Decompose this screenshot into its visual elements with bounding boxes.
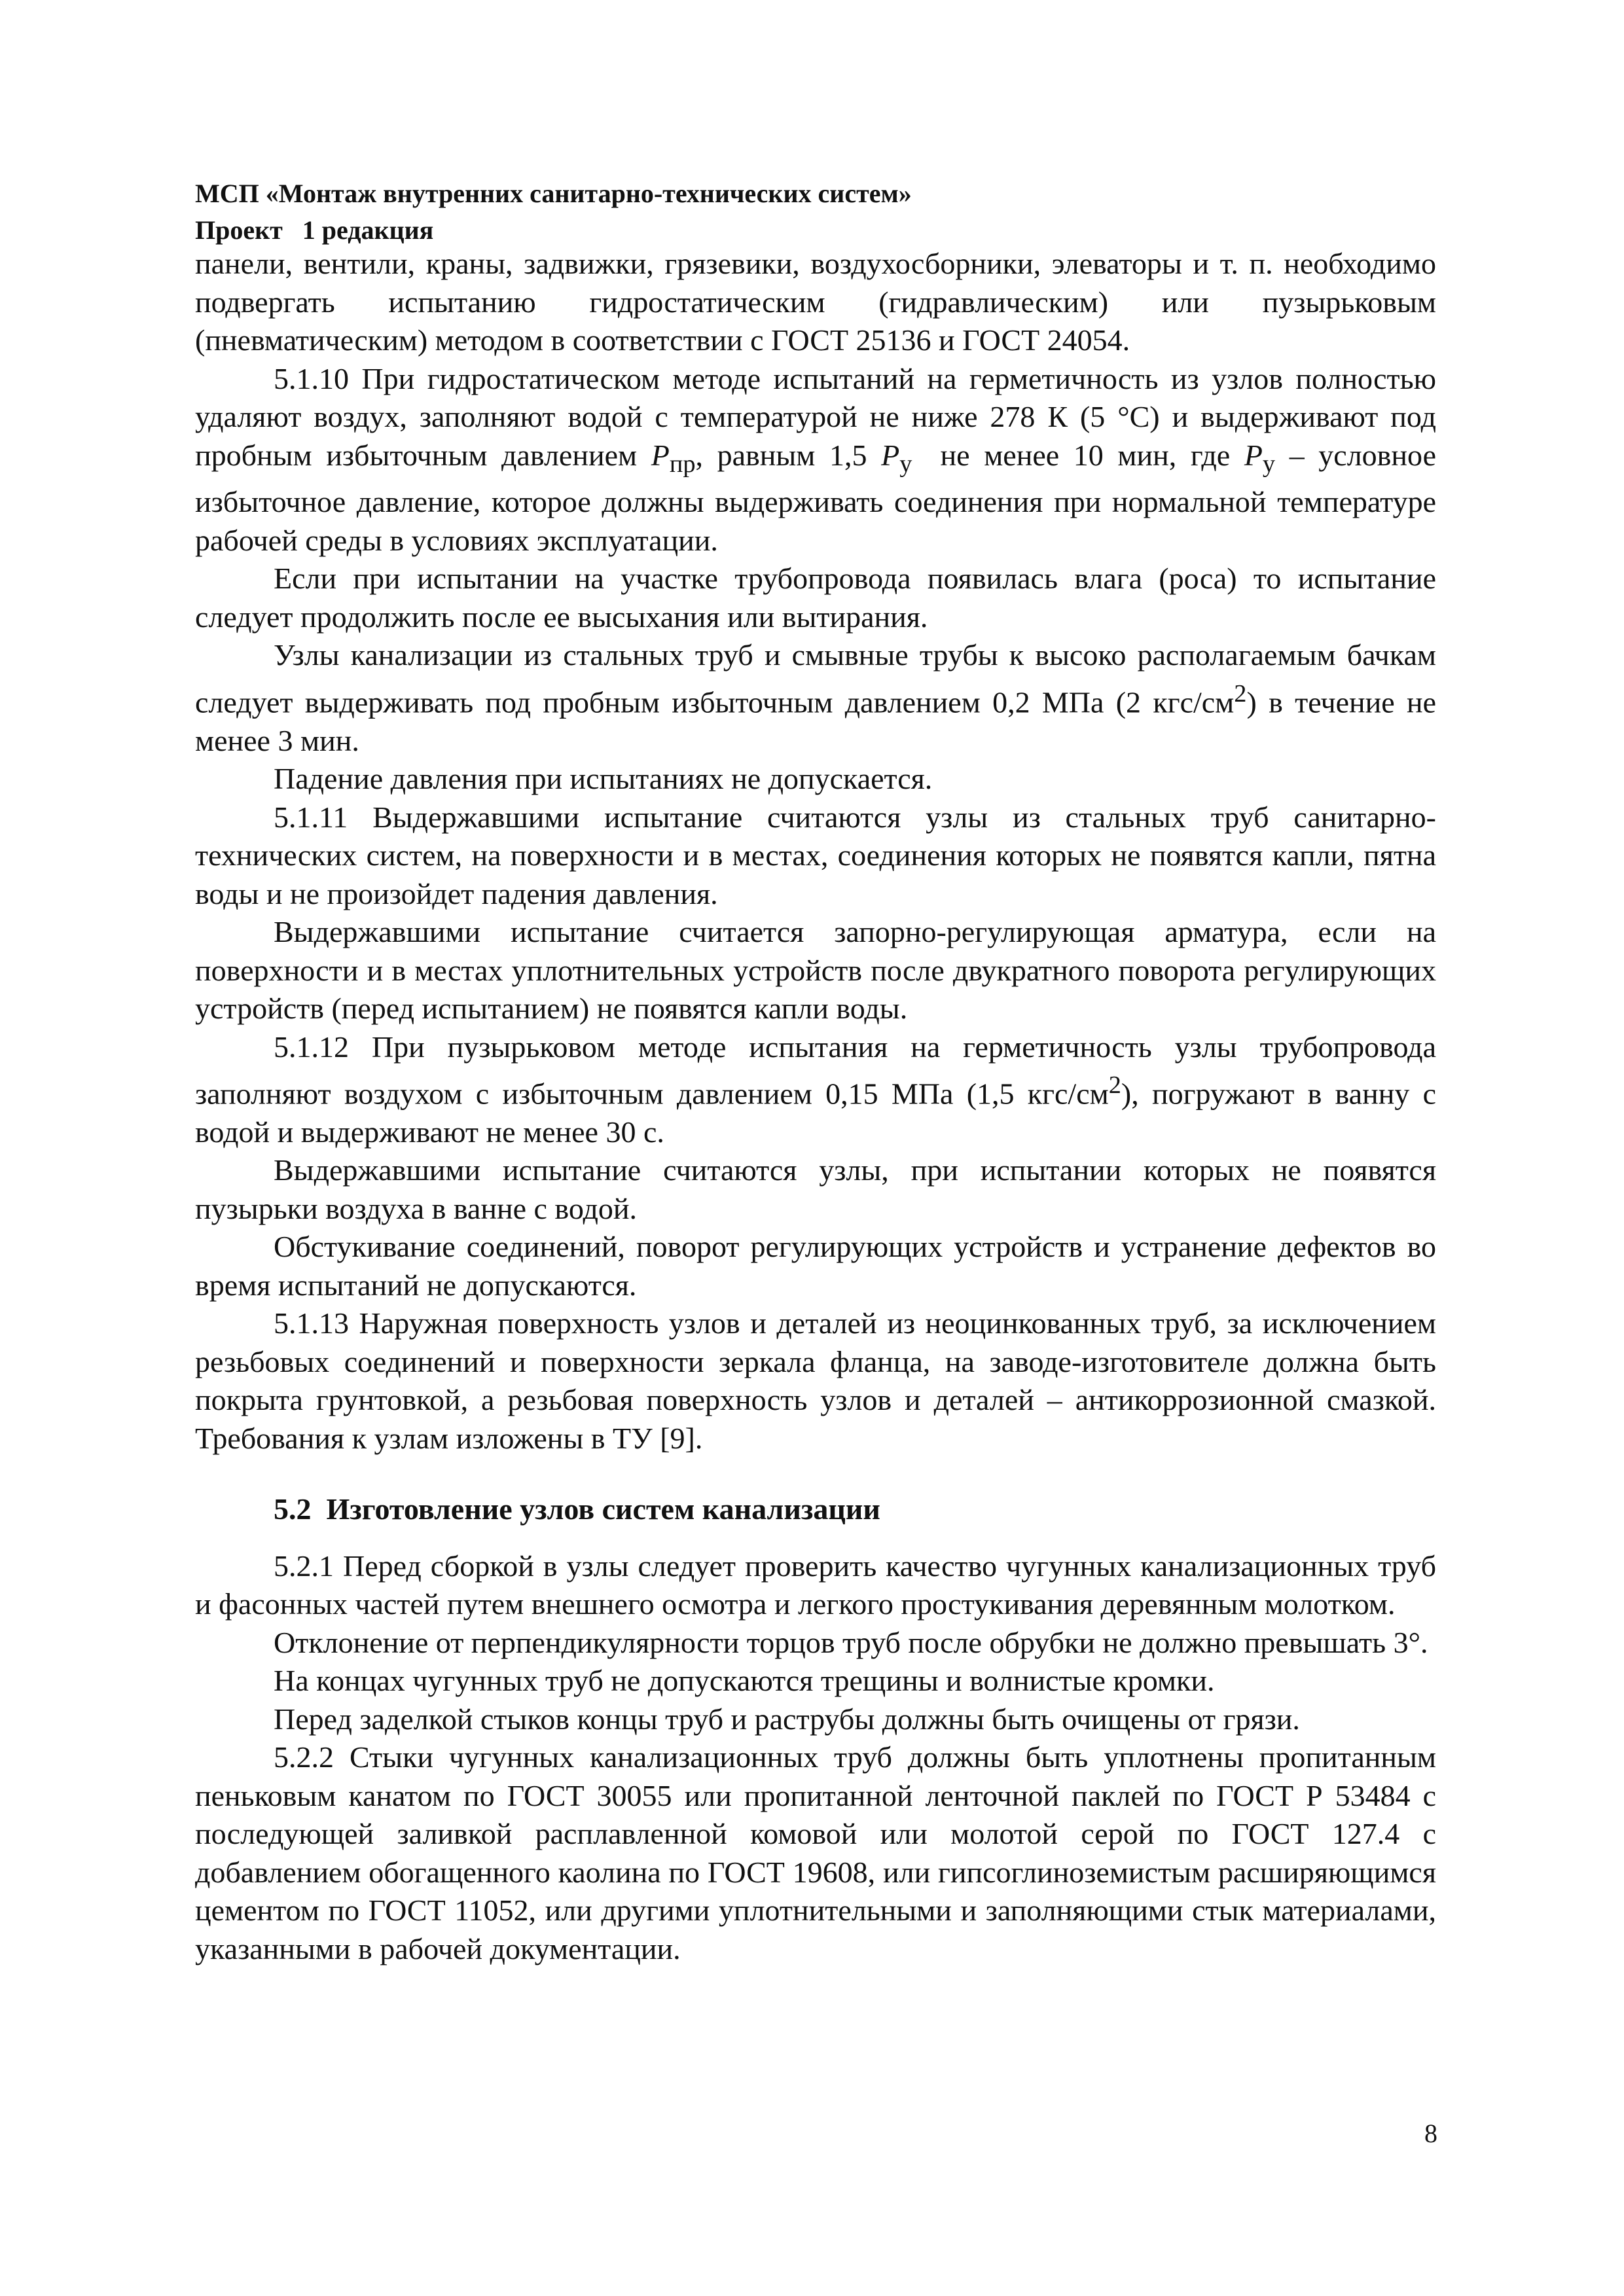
paragraph-text: – условное избыточное давление, которое должны выдерживать соединения при нормальной температуре рабочей среды в условиях эксплуатации. [195,438,1436,557]
paragraph-5-2-2: 5.2.2 Стыки чугунных канализационных труб должны быть уплотнены пропитанным пеньковым канатом по ГОСТ 30055 или пропитанной ленточной паклей по ГОСТ Р 53484 с последующей заливкой расплавленной комовой или молотой серой по ГОСТ 127.4 с добавлением обогащенного каолина по ГОСТ 19608, или гипсоглиноземистым расширяющимся цементом по ГОСТ 11052, или другими уплотнительными и заполняющими стык материалами, указанными в рабочей документации. [195,1740,1436,1965]
paragraph: Перед заделкой стыков концы труб и раструбы должны быть очищены от грязи. [274,1702,1300,1736]
paragraph-text: Узлы канализации из стальных труб и смывные трубы к высоко располагаемым бачкам следует выдерживать под пробным избыточным давлением 0,2 МПа (2 кгс/см [195,638,1436,719]
paragraph-5-1-12 [195,1028,1436,1152]
superscript: 2 [1108,1071,1121,1100]
paragraph-text: 5.1.10 При гидростатическом методе испытаний на герметичность из узлов полностью удаляют воздух, заполняют водой с температурой не ниже 278 К (5 °С) и выдерживают под пробным избыточным давлением [195,361,1436,472]
paragraph-text: ) в течение не менее 3 мин. [195,685,1436,757]
paragraph-5-1-11: 5.1.11 Выдержавшими испытание считаются узлы из стальных труб санитарно-технических систем, на поверхности и в местах, соединения которых не появятся капли, пятна воды и не произойдет падения давления. [195,800,1436,910]
paragraph: Обстукивание соединений, поворот регулирующих устройств и устранение дефектов во время испытаний не допускаются. [195,1230,1436,1302]
pressure-subscript: у [1262,450,1276,478]
paragraph: На концах чугунных труб не допускаются трещины и волнистые кромки. [274,1664,1215,1698]
pressure-symbol: P [881,438,900,472]
paragraph-5-1-10 [195,360,1436,560]
paragraph-text: ), погружают в ванну с водой и выдерживают не менее 30 с. [195,1077,1436,1149]
pressure-symbol: P [651,438,670,472]
paragraph [195,636,1436,760]
pressure-subscript: у [899,450,912,478]
pressure-subscript: пр [669,450,696,478]
paragraph: Если при испытании на участке трубопровода появилась влага (роса) то испытание следует продолжить после ее высыхания или вытирания. [195,562,1436,634]
pressure-symbol: P [1244,438,1263,472]
paragraph-text: , равным 1,5 [695,438,882,472]
superscript: 2 [1234,679,1247,708]
document-header [195,175,1439,249]
paragraph-5-2-1: 5.2.1 Перед сборкой в узлы следует проверить качество чугунных канализационных труб и фасонных частей путем внешнего осмотра и легкого простукивания деревянным молотком. [195,1549,1436,1621]
paragraph: Падение давления при испытаниях не допускается. [274,762,933,796]
header-edition: Проект 1 редакция [195,215,434,245]
document-body [195,245,1436,1968]
section-heading: 5.2 Изготовление узлов систем канализации [274,1492,880,1526]
header-title: МСП «Монтаж внутренних санитарно-технических систем» [195,179,912,208]
paragraph: Выдержавшими испытание считаются узлы, при испытании которых не появятся пузырьки воздуха в ванне с водой. [195,1153,1436,1225]
paragraph-5-1-13: 5.1.13 Наружная поверхность узлов и деталей из неоцинкованных труб, за исключением резьбовых соединений и поверхности зеркала фланца, на заводе-изготовителе должна быть покрыта грунтовкой, а резьбовая поверхность узлов и деталей – антикоррозионной смазкой. Требования к узлам изложены в ТУ [9]. [195,1306,1436,1455]
paragraph-text: 5.1.12 При пузырьковом методе испытания на герметичность узлы трубопровода заполняют воздухом с избыточным давлением 0,15 МПа (1,5 кгс/см [195,1030,1436,1111]
paragraph: панели, вентили, краны, задвижки, грязевики, воздухосборники, элеваторы и т. п. необходимо подвергать испытанию гидростатическим (гидравлическим) или пузырьковым (пневматическим) методом в соответствии с ГОСТ 25136 и ГОСТ 24054. [195,247,1436,357]
page-number: 8 [1424,2119,1437,2148]
paragraph-text: не менее 10 мин, где [912,438,1244,472]
paragraph: Отклонение от перпендикулярности торцов труб после обрубки не должно превышать 3°. [274,1625,1428,1659]
paragraph: Выдержавшими испытание считается запорно-регулирующая арматура, если на поверхности и в местах уплотнительных устройств после двукратного поворота регулирующих устройств (перед испытанием) не появятся капли воды. [195,915,1436,1026]
